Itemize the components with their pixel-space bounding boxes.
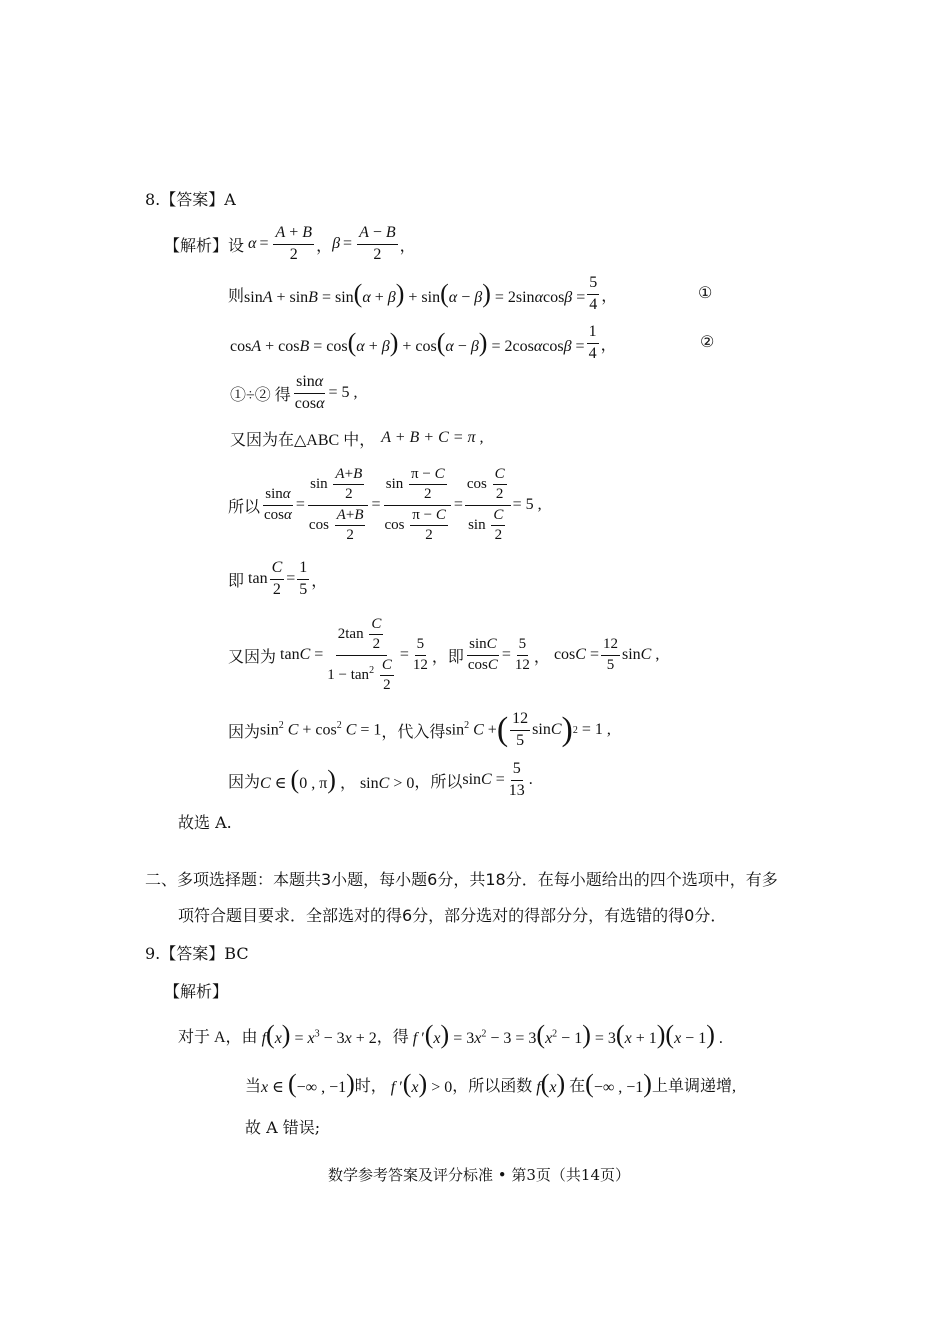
q9-so-fn: ，所以函数 — [452, 1077, 533, 1095]
q8-youyinwei: 又因为 — [228, 648, 277, 666]
q8-set-prefix: 设 — [228, 237, 245, 255]
q8-suoyi: 所以 — [228, 498, 261, 516]
q8-suoyi2: ，所以 — [414, 773, 463, 791]
q9-for-a: 对于 A，由 — [178, 1028, 258, 1046]
page-footer: 数学参考答案及评分标准 • 第3页（共14页） — [328, 1166, 631, 1184]
q9-get: ，得 — [376, 1028, 409, 1046]
section2-heading-line2: 项符合题目要求．全部选对的得6分，部分选对的得部分分，有选错的得0分． — [178, 906, 727, 925]
q9-analysis-label: 【解析】 — [164, 982, 229, 1001]
q8-abc-eq: A + B + C = π , — [381, 429, 484, 446]
q8-ratio-chain-line: 所以 $\frac{\sin\alpha}{\cos\alpha}$ = sin $\frac{A+B}{2}$ cos $\frac{A+B}{2}$ = sin $\frac{\pi - C}{2}$ cos $\frac{\pi - C}{2}$ = cos $\frac{C}{2}$ sin $\frac{C}{2}$ = 5 , — [228, 466, 542, 543]
q8-abc-text: 又因为在△ABC 中， — [230, 431, 376, 449]
q8-circled-1: ① — [698, 283, 713, 302]
q8-answer-line: 8.【答案】A — [145, 190, 236, 209]
q9-increasing: 上单调递增, — [651, 1077, 736, 1095]
q8-divide-line: ①÷② 得 $\frac{\sin\alpha}{\cos\alpha}$ = 5 , — [230, 373, 358, 412]
q8-yinwei2: 因为 — [228, 773, 261, 791]
q8-cos-sum-line: cosA + cosB = cos(α + β) + cos(α − β) = 2cosαcosβ = $\frac{1}{4}$ ， — [230, 323, 617, 362]
q8-ji2: ，即 — [431, 648, 464, 666]
q9-wrong: 故 A 错误; — [245, 1118, 321, 1137]
q8-final-line: 因为 C ∈ (0 , π) ， sinC > 0 ，所以 sinC = $\frac{5}{13}$ . — [228, 760, 533, 799]
q8-circled-2: ② — [700, 332, 715, 351]
section2-heading-line1: 二、多项选择题：本题共3小题，每小题6分，共18分．在每小题给出的四个选项中，有多 — [145, 870, 778, 889]
q8-tanc-line: 又因为 tanC = 2tan $\frac{C}{2}$ $1 - \tan^2$ $\frac{C}{2}$ = $\frac{5}{12}$ ，即 $\frac{\sin C}{\cos C}$ = $\frac{5}{12}$ ， cosC = $\frac{12}{5}$ sinC , — [228, 616, 660, 693]
q9-on: 在 — [569, 1077, 586, 1095]
q8-yinwei: 因为 — [228, 723, 261, 741]
q8-then: 则 — [228, 287, 245, 305]
q8-comma: ， — [316, 237, 333, 255]
q9-option-a-line: 对于 A，由 $f(x) = x^3 - 3x + 2$ ，得 f $'(x) = 3x^2 - 3 = 3(x^2 - 1) = 3(x + 1)(x - 1)$ . — [178, 1020, 723, 1049]
q9-when-tail: 时， — [354, 1077, 387, 1095]
q8-tan-half-line: 即 tan $\frac{C}{2}$ = $\frac{1}{5}$ ， — [228, 559, 328, 598]
q9-answer-line: 9.【答案】BC — [145, 944, 249, 963]
q9-when-line: 当 x ∈ (−∞ , −1) 时， f ′(x) > 0 ，所以函数 f(x) 在 (−∞ , −1) 上单调递增, — [245, 1069, 736, 1098]
q8-triangle-line — [230, 428, 484, 448]
q8-conclusion: 故选 A. — [178, 813, 232, 832]
q8-analysis-label: 【解析】 — [164, 237, 229, 255]
q8-identity-line: 因为 $\sin^2 C + \cos^2 C = 1$ ，代入得 $\sin^2 C$ + ( $\frac{12}{5}$ sinC ) 2 = 1 , — [228, 710, 611, 749]
q8-ji: 即 — [228, 572, 245, 590]
q8-analysis-set-line: 【解析】 设 α = $\frac{A + B}{2}$ ， β = $\frac{A - B}{2}$ ， — [164, 224, 416, 263]
q8-sin-sum-line: 则 sinA + sinB = sin(α + β) + sin(α − β) = 2sinαcosβ = $\frac{5}{4}$ ， — [228, 274, 618, 313]
q8-dairu: ，代入得 — [381, 723, 446, 741]
q9-when: 当 — [245, 1077, 262, 1095]
q8-divide-text: ①÷② 得 — [230, 386, 291, 404]
q8-eq5: = 5 , — [328, 384, 358, 401]
q8-comma2: ， — [533, 648, 550, 666]
